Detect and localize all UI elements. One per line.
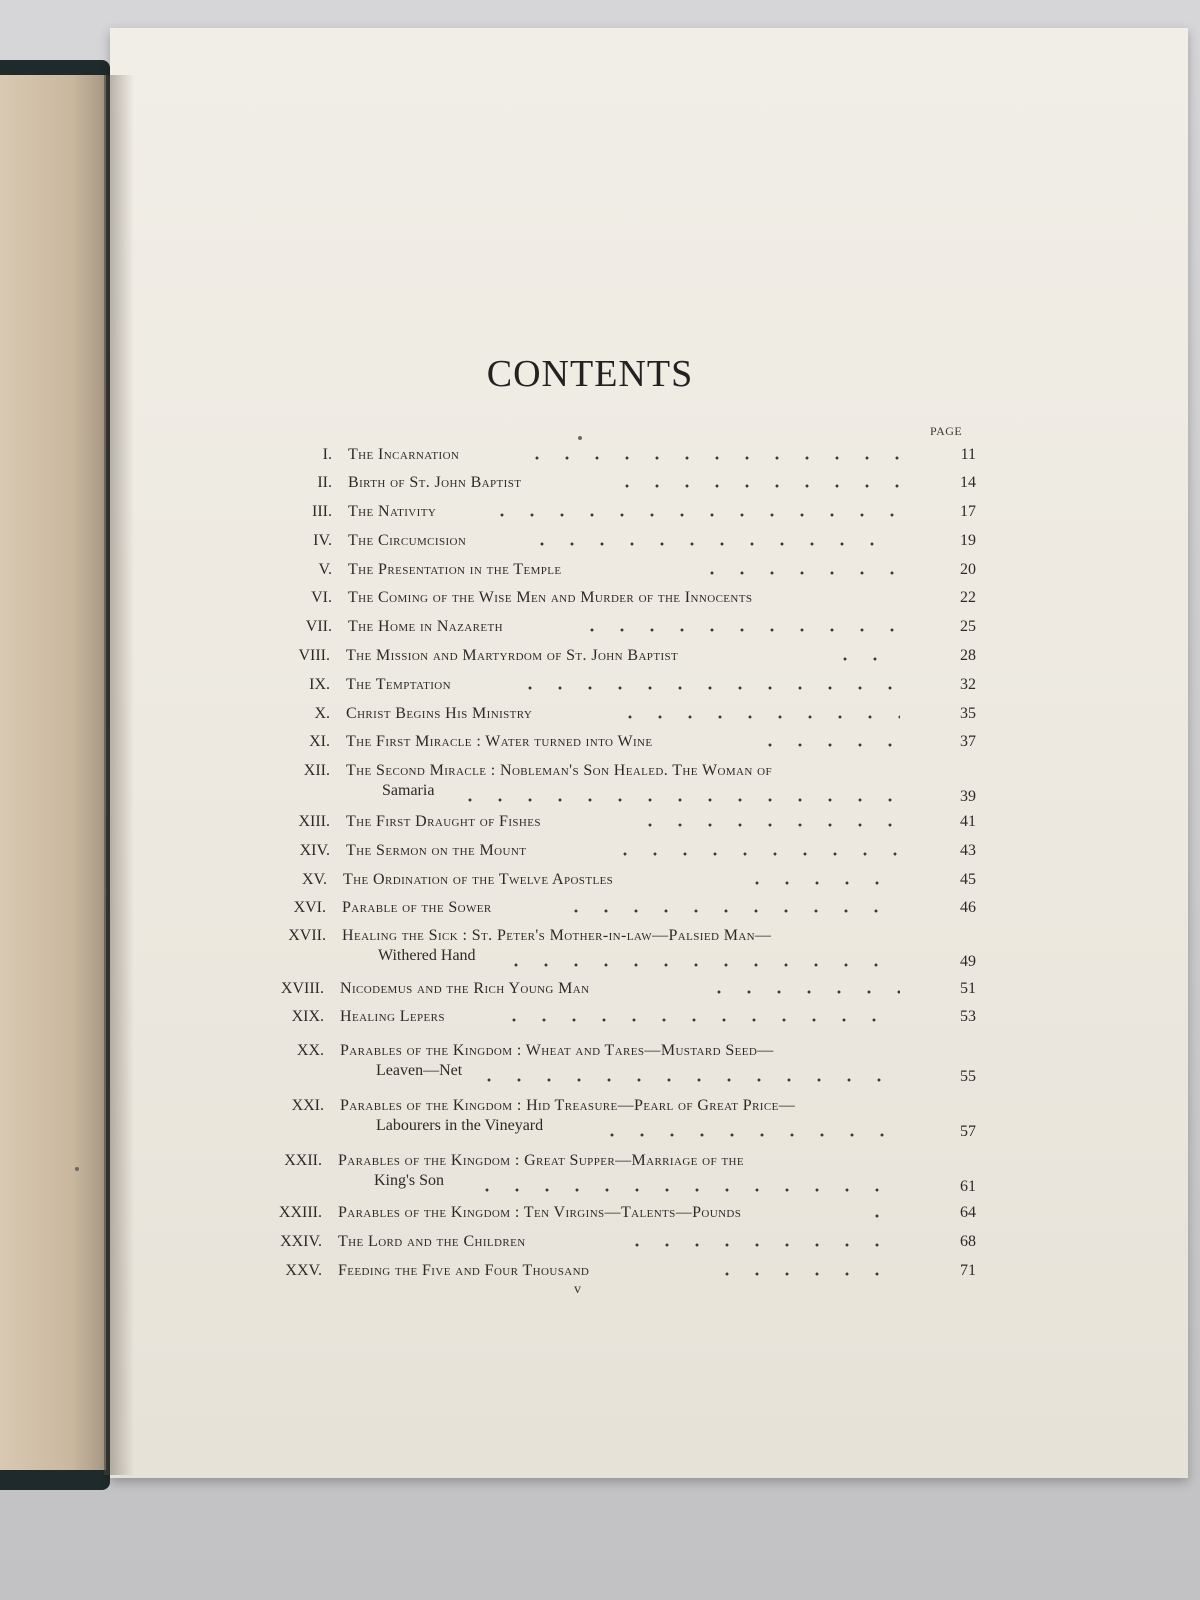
dot-leaders	[622, 1243, 900, 1247]
chapter-title: The Sermon on the Mount	[346, 842, 527, 859]
chapter-number: VI.	[311, 589, 332, 606]
chapter-title-continued: Leaven—Net	[376, 1062, 463, 1079]
chapter-title: Birth of St. John Baptist	[348, 474, 522, 491]
dot-leaders	[499, 1018, 900, 1022]
chapter-title: Nicodemus and the Rich Young Man	[340, 980, 590, 997]
dot-leaders	[455, 798, 900, 802]
page-number: 28	[960, 647, 976, 664]
page-mark	[578, 436, 582, 440]
dot-leaders	[615, 715, 900, 719]
page-number: 32	[960, 676, 976, 693]
page-number: 49	[960, 953, 976, 970]
dot-leaders	[610, 852, 900, 856]
chapter-title: The Incarnation	[348, 446, 460, 463]
chapter-title: Feeding the Five and Four Thousand	[338, 1262, 590, 1279]
page-number: 68	[960, 1233, 976, 1250]
page-number: 46	[960, 899, 976, 916]
chapter-number: XX.	[296, 1042, 324, 1059]
page-number: 41	[960, 813, 976, 830]
chapter-number: XXIII.	[278, 1204, 322, 1221]
page-number: 71	[960, 1262, 976, 1279]
dot-leaders	[561, 909, 900, 913]
page-number: 51	[960, 980, 976, 997]
dot-leaders	[522, 456, 900, 460]
dot-leaders	[862, 1214, 900, 1218]
page-column-label: PAGE	[930, 424, 963, 438]
chapter-title: Parables of the Kingdom : Wheat and Tares—Mustard Seed—	[340, 1042, 774, 1059]
page-number: 14	[960, 474, 976, 491]
chapter-number: III.	[312, 503, 332, 520]
page-number: 45	[960, 871, 976, 888]
dot-leaders	[704, 990, 900, 994]
chapter-number: I.	[322, 446, 332, 463]
chapter-title: The Ordination of the Twelve Apostles	[343, 871, 614, 888]
page-title: CONTENTS	[486, 353, 694, 395]
chapter-title: The Temptation	[346, 676, 451, 693]
chapter-number: XXI.	[291, 1097, 324, 1114]
chapter-number: XV.	[301, 871, 327, 888]
chapter-number: IV.	[313, 532, 332, 549]
chapter-title: Parables of the Kingdom : Ten Virgins—Talents—Pounds	[338, 1204, 742, 1221]
gutter-shadow	[104, 75, 134, 1475]
chapter-number: VII.	[305, 618, 332, 635]
chapter-title: The Circumcision	[348, 532, 467, 549]
dot-leaders	[597, 1133, 900, 1137]
chapter-title-continued: Labourers in the Vineyard	[376, 1117, 544, 1134]
chapter-title: Parables of the Kingdom : Hid Treasure—Pearl of Great Price—	[340, 1097, 796, 1114]
dot-leaders	[487, 513, 900, 517]
page-number: 64	[960, 1204, 976, 1221]
chapter-number: IX.	[309, 676, 330, 693]
page-number: 11	[960, 446, 976, 463]
chapter-number: XXII.	[284, 1152, 322, 1169]
dot-leaders	[577, 628, 900, 632]
chapter-number: XXV.	[285, 1262, 322, 1279]
page-number: 22	[960, 589, 976, 606]
chapter-title: The Lord and the Children	[338, 1233, 526, 1250]
page-number: 61	[960, 1178, 976, 1195]
chapter-title: The First Miracle : Water turned into Wine	[346, 733, 653, 750]
chapter-number: XII.	[303, 762, 330, 779]
chapter-number: V.	[318, 561, 332, 578]
page-number: 17	[960, 503, 976, 520]
page-number: 35	[960, 705, 976, 722]
chapter-title: Christ Begins His Ministry	[346, 705, 533, 722]
chapter-number: XVII.	[288, 927, 326, 944]
page-mark	[75, 1167, 79, 1171]
chapter-title: Parable of the Sower	[342, 899, 492, 916]
chapter-title: Parables of the Kingdom : Great Supper—Marriage of the	[338, 1152, 745, 1169]
chapter-title: The Nativity	[348, 503, 437, 520]
chapter-number: VIII.	[298, 647, 330, 664]
chapter-number: II.	[317, 474, 332, 491]
chapter-title: The Mission and Martyrdom of St. John Baptist	[346, 647, 679, 664]
page-number: 55	[960, 1068, 976, 1085]
dot-leaders	[501, 963, 900, 967]
chapter-title: The First Draught of Fishes	[346, 813, 541, 830]
dot-leaders	[697, 571, 900, 575]
chapter-title: The Second Miracle : Nobleman's Son Healed. The Woman of	[346, 762, 772, 779]
dot-leaders	[742, 881, 900, 885]
chapter-number: XIX.	[291, 1008, 324, 1025]
dot-leaders	[635, 823, 900, 827]
chapter-title-continued: King's Son	[374, 1172, 445, 1189]
chapter-title: The Coming of the Wise Men and Murder of the Innocents	[348, 589, 753, 606]
chapter-number: XVI.	[293, 899, 326, 916]
dot-leaders	[830, 657, 900, 661]
chapter-number: XXIV.	[280, 1233, 322, 1250]
chapter-number: XVIII.	[280, 980, 324, 997]
chapter-title-continued: Withered Hand	[378, 947, 476, 964]
page-number: 39	[960, 788, 976, 805]
dot-leaders	[612, 484, 900, 488]
page-number: 19	[960, 532, 976, 549]
page-number: 57	[960, 1123, 976, 1140]
dot-leaders	[515, 686, 900, 690]
dot-leaders	[712, 1272, 900, 1276]
chapter-title-continued: Samaria	[382, 782, 435, 799]
chapter-title: The Home in Nazareth	[348, 618, 503, 635]
chapter-number: XI.	[309, 733, 330, 750]
page-number: 25	[960, 618, 976, 635]
dot-leaders	[527, 542, 900, 546]
page-folio: v	[574, 1282, 581, 1297]
chapter-number: XIV.	[299, 842, 330, 859]
chapter-number: XIII.	[298, 813, 330, 830]
left-page-edge	[0, 75, 106, 1470]
page-number: 43	[960, 842, 976, 859]
page-number: 53	[960, 1008, 976, 1025]
dot-leaders	[755, 743, 900, 747]
page-number: 20	[960, 561, 976, 578]
page-number: 37	[960, 733, 976, 750]
dot-leaders	[472, 1188, 900, 1192]
chapter-title: The Presentation in the Temple	[348, 561, 562, 578]
chapter-title: Healing the Sick : St. Peter's Mother-in-law—Palsied Man—	[342, 927, 772, 944]
dot-leaders	[474, 1078, 900, 1082]
chapter-title: Healing Lepers	[340, 1008, 445, 1025]
chapter-number: X.	[314, 705, 330, 722]
